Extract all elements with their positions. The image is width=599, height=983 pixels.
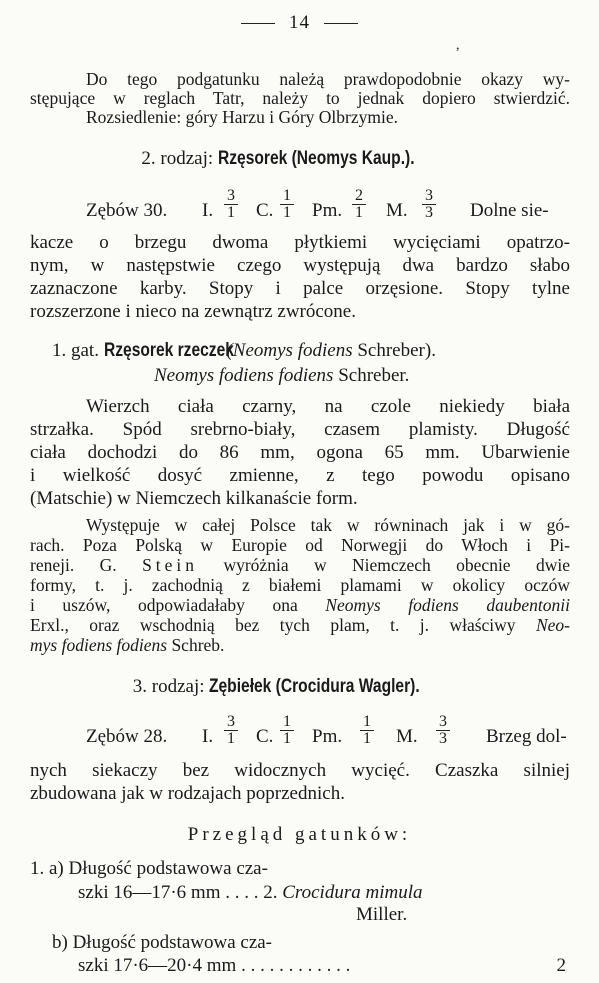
species-author: Schreber). xyxy=(357,340,436,361)
genus-prefix: 3. rodzaj: xyxy=(132,676,205,697)
text-line xyxy=(30,556,570,575)
text-line xyxy=(30,596,570,615)
text-line: zbudowana jak w rodzajach poprzednich. xyxy=(30,783,345,804)
text-line: rozszerzone i nieco na zewnątrz zwrócone. xyxy=(30,301,356,322)
latin-name: mys fodiens fodiens xyxy=(30,635,168,655)
text-span: Erxl., oraz wschodnią bez tych plam, t. j. właściwy xyxy=(30,615,516,635)
key-dots: szki 16—17·6 mm . . . . xyxy=(78,882,259,903)
formula-i: I. xyxy=(202,726,214,747)
genus-heading xyxy=(0,676,599,698)
species-prefix: 1. gat. xyxy=(52,340,99,361)
fraction-pm xyxy=(360,714,374,747)
denominator: 1 xyxy=(283,204,291,221)
denominator: 3 xyxy=(425,204,433,221)
text-line: Wierzch ciała czarny, na czole niekiedy biała xyxy=(86,396,570,417)
text-line: zaznaczone karby. Stopy i palce orzęsione. Stopy tylne xyxy=(30,278,570,299)
page-number-text: 14 xyxy=(289,12,310,33)
formula-label: Zębów 30. xyxy=(86,200,168,221)
latin-name: Neomys fodiens daubentonii xyxy=(325,595,571,615)
text-line: nym, w następstwie czego występują dwa bardzo słabo xyxy=(30,255,570,276)
formula-tail: Dolne sie- xyxy=(470,200,549,221)
numerator: 3 xyxy=(422,188,436,205)
latin-name: Neo- xyxy=(535,615,571,635)
dash-right xyxy=(324,23,358,24)
numerator: 3 xyxy=(224,188,238,205)
text-span: wyróżnia w Niemczech obecnie dwie xyxy=(223,555,571,575)
dental-formula xyxy=(30,182,570,230)
fraction-i xyxy=(224,714,238,747)
numerator: 1 xyxy=(280,714,294,731)
key-dots: szki 17·6—20·4 mm . . . . . . . . . . . . xyxy=(78,955,351,976)
key-result-number: 2 xyxy=(556,955,566,976)
text-span: reneji. G. xyxy=(30,555,117,575)
fraction-c xyxy=(280,188,294,221)
fraction-c xyxy=(280,714,294,747)
key-result-author: Miller. xyxy=(356,904,408,925)
denominator: 1 xyxy=(227,730,235,747)
text-line xyxy=(30,636,570,655)
text-line: kacze o brzegu dwoma płytkiemi wycięciami opatrzo- xyxy=(30,232,570,253)
numerator: 2 xyxy=(352,188,366,205)
formula-i: I. xyxy=(202,200,214,221)
dash-left xyxy=(241,23,275,24)
fraction-i xyxy=(224,188,238,221)
text-line: Występuje w całej Polsce tak w równinach jak i w gó- xyxy=(86,515,570,535)
genus-prefix: 2. rodzaj: xyxy=(141,148,214,169)
text-line: stępujące w reglach Tatr, należy to jednak dopiero stwierdzić. xyxy=(30,88,570,108)
author-spaced: Stein xyxy=(142,555,199,575)
subspecies-author: Schreber. xyxy=(338,365,410,386)
formula-label: Zębów 28. xyxy=(86,726,168,747)
page-number xyxy=(0,12,599,34)
text-span: i uszów, odpowiadałaby ona xyxy=(30,595,298,615)
denominator: 1 xyxy=(363,730,371,747)
formula-tail: Brzeg dol- xyxy=(486,726,567,747)
stray-mark: , xyxy=(456,38,460,53)
formula-c: C. xyxy=(256,200,274,221)
numerator: 1 xyxy=(280,188,294,205)
key-entry-a-line2 xyxy=(78,882,422,904)
denominator: 1 xyxy=(355,204,363,221)
formula-m: M. xyxy=(396,726,418,747)
fraction-pm xyxy=(352,188,366,221)
text-line: Rozsiedlenie: góry Harzu i Góry Olbrzymie. xyxy=(86,107,398,127)
key-entry-a-line1: 1. a) Długość podstawowa cza- xyxy=(30,858,268,879)
text-line: ciała dochodzi do 86 mm, ogona 65 mm. Ubarwienie xyxy=(30,442,570,463)
text-line: i wielkość dosyć zmienne, z tego powodu opisano xyxy=(30,465,570,486)
fraction-m xyxy=(422,188,436,221)
text-span: Schreb. xyxy=(171,635,225,655)
genus-heading xyxy=(0,148,599,170)
numerator: 3 xyxy=(224,714,238,731)
fraction-m xyxy=(436,714,450,747)
formula-m: M. xyxy=(386,200,408,221)
subspecies-latin: Neomys fodiens fodiens xyxy=(154,365,334,386)
genus-name: Rzęsorek (Neomys Kaup.). xyxy=(217,148,415,169)
text-line: formy, t. j. zachodnią z białemi plamami w okolicy oczów xyxy=(30,575,570,595)
formula-c: C. xyxy=(256,726,274,747)
text-line: (Matschie) w Niemczech kilkanaście form. xyxy=(30,488,358,509)
key-entry-b-line1: b) Długość podstawowa cza- xyxy=(52,932,273,953)
formula-pm: Pm. xyxy=(312,726,343,747)
denominator: 1 xyxy=(283,730,291,747)
text-line xyxy=(30,616,570,635)
numerator: 3 xyxy=(436,714,450,731)
species-name: Rzęsorek rzeczek xyxy=(103,340,234,361)
subspecies-heading xyxy=(154,365,599,387)
species-latin: (Neomys fodiens xyxy=(226,340,353,361)
text-line: Do tego podgatunku należą prawdopodobnie okazy wy- xyxy=(86,69,570,89)
key-result-number: 2. xyxy=(263,882,278,903)
species-heading xyxy=(52,340,592,362)
dental-formula xyxy=(30,708,570,756)
key-entry-b-line2 xyxy=(78,955,568,977)
key-title: Przegląd gatunków: xyxy=(187,824,412,845)
numerator: 1 xyxy=(360,714,374,731)
denominator: 1 xyxy=(227,204,235,221)
text-line: rach. Poza Polską w Europie od Norwegji do Włoch i Pi- xyxy=(30,535,570,555)
key-result-name: Crocidura mimula xyxy=(282,882,423,903)
denominator: 3 xyxy=(439,730,447,747)
formula-pm: Pm. xyxy=(312,200,343,221)
text-line: strzałka. Spód srebrno-biały, czasem plamisty. Długość xyxy=(30,419,570,440)
genus-name: Zębiełek (Crocidura Wagler). xyxy=(209,676,420,697)
text-line: nych siekaczy bez widocznych wycięć. Czaszka silniej xyxy=(30,760,570,781)
